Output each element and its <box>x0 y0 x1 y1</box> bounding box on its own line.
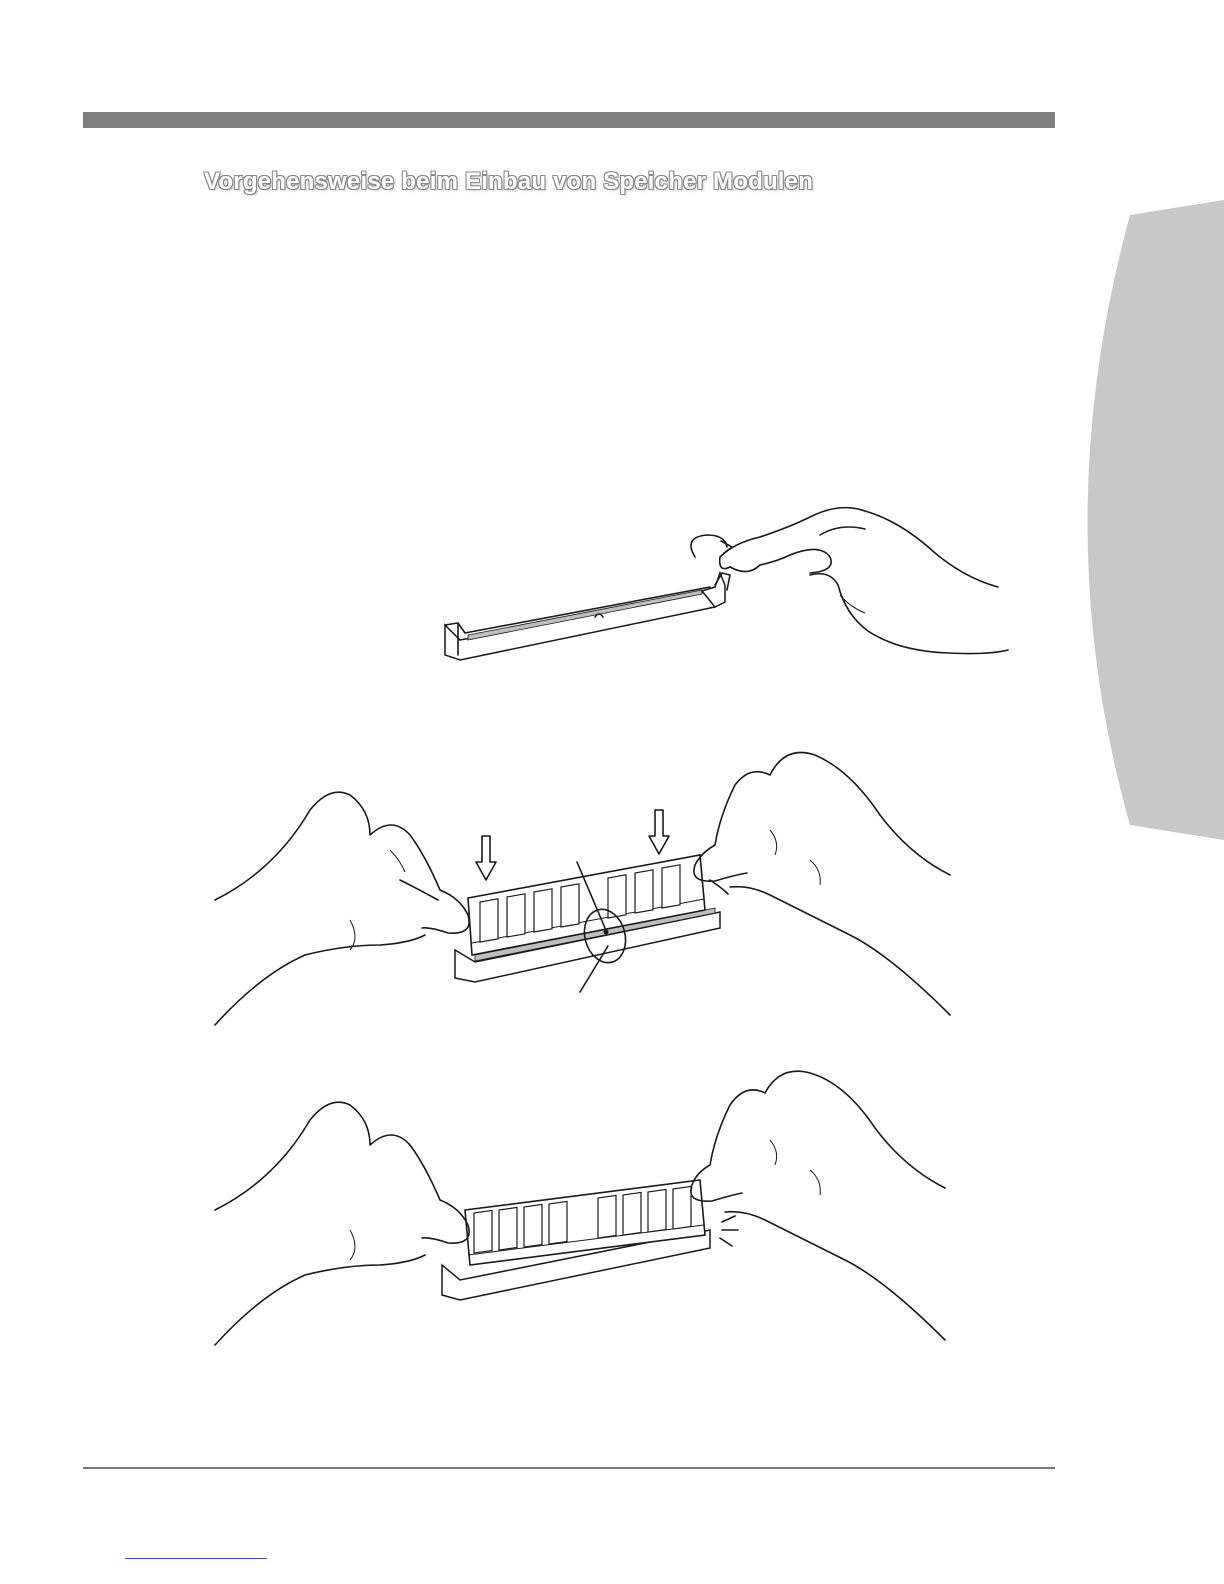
illustration-module-locked <box>210 1070 955 1355</box>
illustration-insert-module <box>210 750 955 1030</box>
illustration-open-slot <box>440 495 1010 690</box>
header-bar <box>83 112 1055 128</box>
dimm-slot-clip-open-icon <box>445 508 1008 660</box>
chapter-side-tab <box>1040 200 1224 850</box>
footer-link-underline <box>125 1558 267 1559</box>
footer-rule <box>83 1467 1055 1469</box>
dimm-locked-icon <box>215 1071 945 1345</box>
section-heading: Vorgehensweise beim Einbau von Speicher Modulen <box>204 168 814 195</box>
dimm-insert-icon <box>215 753 950 1026</box>
